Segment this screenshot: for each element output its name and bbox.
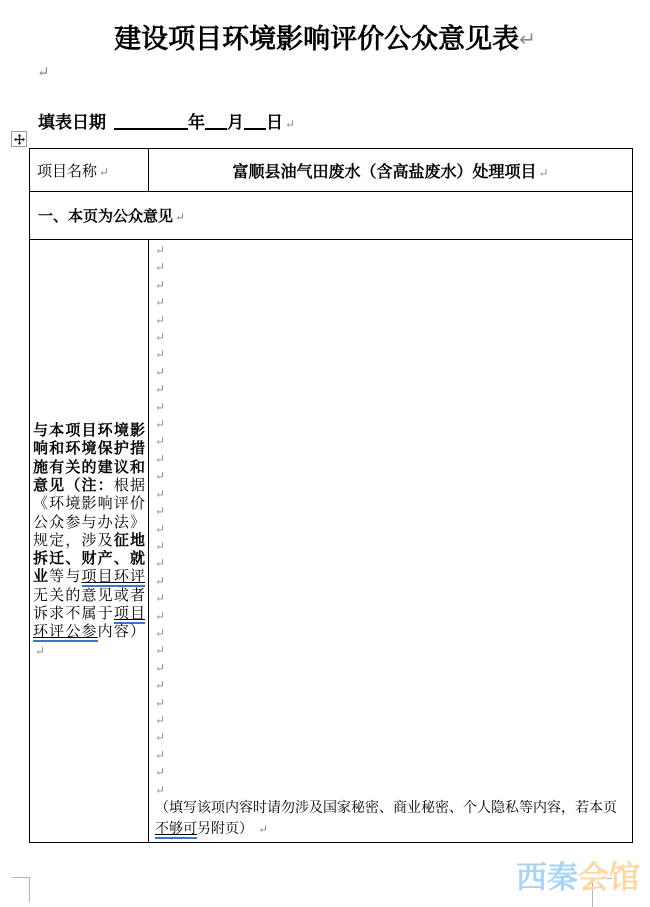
paragraph-mark-icon: ↵ <box>155 434 166 449</box>
text-segment: 根据《环境影响评价公众参与办法》规定，涉及 <box>33 477 145 549</box>
paragraph-mark-icon: ↵ <box>155 451 166 466</box>
move-cross-icon <box>14 134 25 145</box>
empty-paragraph-lines <box>155 242 630 799</box>
paragraph-mark-icon: ↵ <box>155 608 166 623</box>
text-segment: 与本项目环境影响和环境保护措施有关的建议和意见（注： <box>33 423 145 494</box>
text-segment: 项目环评 <box>81 569 145 586</box>
day-blank-field[interactable] <box>244 111 266 130</box>
paragraph-mark-icon: ↵ <box>155 295 166 310</box>
paragraph-mark-icon: ↵ <box>155 573 166 588</box>
year-label: 年 <box>188 113 205 132</box>
project-name-value: 富顺县油气田废水（含高盐废水）处理项目 <box>232 163 537 181</box>
xiqin-huiguan-watermark <box>516 858 640 898</box>
text-segment: ↵ <box>255 822 269 836</box>
paragraph-mark-icon: ↵ <box>155 364 166 379</box>
project-name-label: 项目名称 <box>37 163 98 180</box>
opinion-row <box>30 240 633 843</box>
fill-date-line <box>38 110 295 137</box>
paragraph-mark-icon: ↵ <box>155 678 166 693</box>
paragraph-mark-icon: ↵ <box>155 486 166 501</box>
text-segment: 等与 <box>49 569 82 586</box>
project-name-value-cell[interactable] <box>149 149 633 192</box>
paragraph-mark-icon: ↵ <box>155 591 166 606</box>
paragraph-mark-icon: ↵ <box>285 117 296 131</box>
opinion-input-cell[interactable] <box>149 240 633 843</box>
paragraph-mark-icon: ↵ <box>519 29 536 51</box>
text-segment: 内容） <box>97 624 145 641</box>
document-title <box>0 20 650 59</box>
paragraph-mark-icon: ↵ <box>155 417 166 432</box>
year-blank-field[interactable] <box>114 111 188 130</box>
paragraph-mark-icon: ↵ <box>155 643 166 658</box>
paragraph-mark-icon: ↵ <box>155 747 166 762</box>
paragraph-mark-icon: ↵ <box>155 538 166 553</box>
paragraph-mark-icon: ↵ <box>155 695 166 710</box>
section-heading-cell <box>30 192 633 240</box>
text-segment: 无关的意见或者诉求不属于 <box>33 587 145 623</box>
watermark-part1: 西秦 <box>516 860 578 895</box>
text-segment: （填写该项内容时请勿涉及国家秘密、商业秘密、个人隐私等内容，若本页 <box>155 801 617 816</box>
margin-crop-mark <box>29 877 30 902</box>
paragraph-mark-icon: ↵ <box>155 277 166 292</box>
paragraph-mark-icon: ↵ <box>155 556 166 571</box>
margin-crop-mark <box>12 877 30 878</box>
month-blank-field[interactable] <box>205 111 227 130</box>
text-segment: 项目环评公参 <box>33 606 145 641</box>
month-label: 月 <box>227 113 244 132</box>
project-name-row <box>30 149 633 192</box>
text-segment: 另附页） <box>197 822 253 837</box>
watermark-part2: 会馆 <box>578 860 640 895</box>
fill-date-label: 填表日期 <box>38 113 106 132</box>
paragraph-mark-icon: ↵ <box>155 625 166 640</box>
paragraph-mark-icon: ↵ <box>538 165 549 180</box>
paragraph-mark-icon: ↵ <box>155 712 166 727</box>
paragraph-mark-icon: ↵ <box>155 399 166 414</box>
paragraph-mark-icon: ↵ <box>155 260 166 275</box>
paragraph-mark-icon: ↵ <box>155 765 166 780</box>
paragraph-mark-icon: ↵ <box>155 504 166 519</box>
text-segment: 不够可 <box>155 822 197 837</box>
paragraph-mark-icon: ↵ <box>155 330 166 345</box>
document-title-text: 建设项目环境影响评价公众意见表 <box>114 24 520 54</box>
paragraph-mark-icon: ↵ <box>99 164 110 179</box>
paragraph-mark-icon: ↵ <box>155 782 166 797</box>
table-move-handle-icon[interactable] <box>11 131 27 147</box>
section-heading-row <box>30 192 633 240</box>
paragraph-mark-icon: ↵ <box>37 65 50 81</box>
paragraph-mark-icon: ↵ <box>155 382 166 397</box>
section-heading-text: 一、本页为公众意见 <box>38 209 174 225</box>
paragraph-mark-icon: ↵ <box>155 469 166 484</box>
paragraph-mark-icon: ↵ <box>155 312 166 327</box>
paragraph-mark-icon: ↵ <box>155 347 166 362</box>
text-segment: ↵ <box>35 643 46 658</box>
day-label: 日 <box>266 113 283 132</box>
opinion-form-table <box>29 148 633 843</box>
opinion-prompt-cell <box>30 240 149 843</box>
privacy-note <box>155 799 630 840</box>
paragraph-mark-icon: ↵ <box>155 521 166 536</box>
paragraph-mark-icon: ↵ <box>155 730 166 745</box>
project-name-label-cell <box>30 149 149 192</box>
text-segment: 征地拆迁、财产、就业 <box>33 532 145 586</box>
paragraph-mark-icon: ↵ <box>155 243 166 257</box>
paragraph-mark-icon: ↵ <box>175 210 186 224</box>
paragraph-mark-icon: ↵ <box>155 660 166 675</box>
